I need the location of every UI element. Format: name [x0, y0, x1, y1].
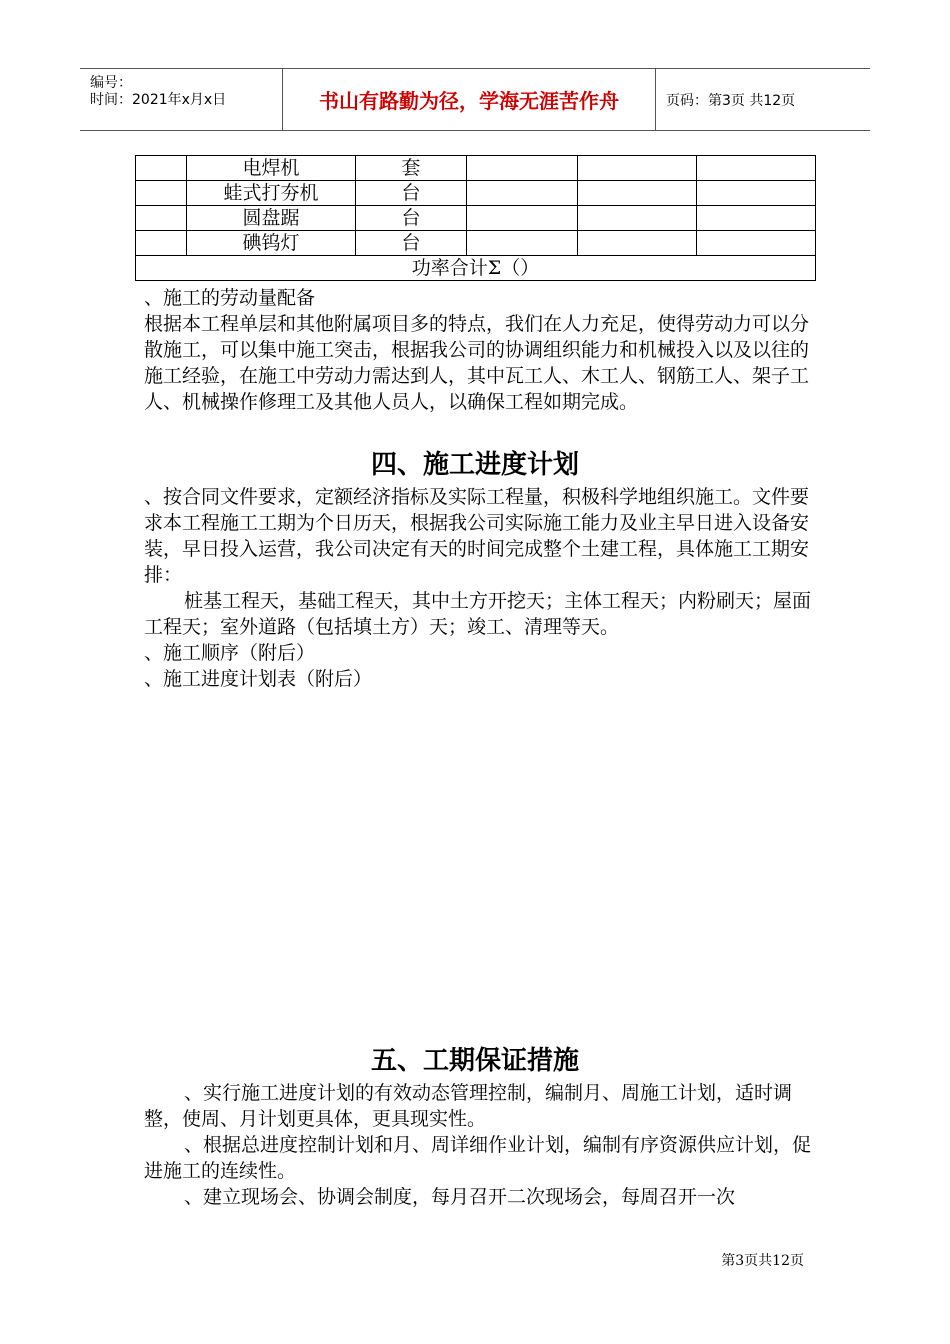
- labor-paragraph: 根据本工程单层和其他附属项目多的特点，我们在人力充足，使得劳动力可以分散施工，可以集中施工突击，根据我公司的协调组织能力和机械投入以及以往的施工经验，在施工中劳动力需达到人，其中瓦工人、木工人、钢筋工人、架子工人、机械操作修理工及其他人员人，以确保工程如期完成。: [144, 313, 810, 413]
- header-meta: [80, 69, 282, 130]
- labor-heading: 、施工的劳动量配备: [144, 287, 316, 309]
- section-4-paragraph-4: 、施工进度计划表（附后）: [144, 668, 373, 690]
- equipment-unit: 台: [356, 181, 467, 206]
- section-5-paragraph-1: 、实行施工进度计划的有效动态管理控制，编制月、周施工计划，适时调整，使周、月计划更具体，更具现实性。: [144, 1082, 793, 1130]
- section-4-paragraph-3: 、施工顺序（附后）: [144, 642, 316, 664]
- page-footer: 第3页共12页: [721, 1253, 804, 1269]
- table-total-row: [136, 256, 816, 281]
- labor-section: [144, 285, 816, 415]
- equipment-unit: 套: [356, 156, 467, 181]
- total-power-label: 功率合计Σ（）: [136, 256, 816, 281]
- equipment-table: [135, 155, 816, 281]
- equipment-name: 蛙式打夯机: [187, 181, 356, 206]
- header-motto: 书山有路勤为径，学海无涯苦作舟: [319, 89, 619, 113]
- section-5-body: [144, 1080, 816, 1210]
- section-4-paragraph-2: 桩基工程天，基础工程天，其中土方开挖天；主体工程天；内粉刷天；屋面工程天；室外道路（包括填土方）天；竣工、清理等天。: [144, 590, 812, 638]
- section-4-paragraph-1: 、按合同文件要求，定额经济指标及实际工程量，积极科学地组织施工。文件要求本工程施工工期为个日历天，根据我公司实际施工能力及业主早日进入设备安装，早日投入运营，我公司决定有天的时间完成整个土建工程，具体施工工期安排：: [144, 486, 810, 586]
- section-4-body: [144, 484, 816, 692]
- header-page-cell: [654, 69, 870, 130]
- equipment-unit: 台: [356, 206, 467, 231]
- header-motto-cell: [282, 69, 656, 130]
- section-5-paragraph-3: 、建立现场会、协调会制度，每月召开二次现场会，每周召开一次: [184, 1186, 736, 1208]
- table-row: [136, 231, 816, 256]
- equipment-name: 圆盘踞: [187, 206, 356, 231]
- page-header: [80, 68, 870, 131]
- equipment-name: 电焊机: [187, 156, 356, 181]
- equipment-name: 碘钨灯: [187, 231, 356, 256]
- number-label: 编号：: [90, 75, 132, 91]
- table-row: [136, 181, 816, 206]
- date-label: 时间：2021年x月x日: [90, 92, 227, 108]
- table-row: [136, 206, 816, 231]
- section-5-paragraph-2: 、根据总进度控制计划和月、周详细作业计划，编制有序资源供应计划，促进施工的连续性。: [144, 1134, 812, 1182]
- table-row: [136, 156, 816, 181]
- equipment-unit: 台: [356, 231, 467, 256]
- section-4-title: 四、施工进度计划: [370, 450, 579, 480]
- section-5-title: 五、工期保证措施: [370, 1046, 579, 1076]
- header-page-label: 页码：第3页 共12页: [666, 92, 796, 109]
